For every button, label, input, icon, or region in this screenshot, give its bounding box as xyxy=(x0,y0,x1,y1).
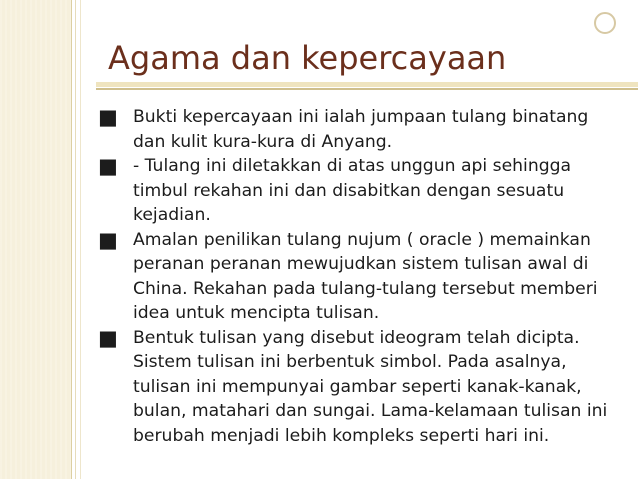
decorative-divider xyxy=(75,0,76,479)
bullet-text: Bukti kepercayaan ini ialah jumpaan tulang binatang dan kulit kura-kura di Anyang. xyxy=(133,107,589,152)
square-bullet-icon: ■ xyxy=(98,105,118,129)
bullet-list xyxy=(98,105,624,448)
decorative-circle-icon xyxy=(594,12,616,34)
square-bullet-icon: ■ xyxy=(98,325,118,350)
bullet-item xyxy=(98,154,624,228)
square-bullet-icon: ■ xyxy=(98,154,118,178)
decorative-divider xyxy=(80,0,81,479)
bullet-text: Amalan penilikan tulang nujum ( oracle ) memainkan peranan peranan mewujudkan sistem tulisan awal di China. Rekahan pada tulang-tulang tersebut memberi idea untuk mencipta tulisan. xyxy=(133,229,598,323)
bullet-item xyxy=(98,326,624,449)
bullet-item xyxy=(98,105,624,154)
decorative-divider xyxy=(71,0,72,479)
slide-title: Agama dan kepercayaan xyxy=(108,39,507,77)
bullet-text: - Tulang ini diletakkan di atas unggun api sehingga timbul rekahan ini dan disabitkan dengan sesuatu kejadian. xyxy=(133,156,572,225)
square-bullet-icon: ■ xyxy=(98,227,118,252)
title-underline xyxy=(96,82,638,94)
bullet-item xyxy=(98,228,624,326)
decorative-side-panel xyxy=(0,0,71,479)
bullet-text: Bentuk tulisan yang disebut ideogram telah dicipta. Sistem tulisan ini berbentuk simbol. Pada asalnya, tulisan ini mempunyai gambar seperti kanak-kanak, bulan, matahari dan sungai. Lama-kelamaan tulisan ini berubah menjadi lebih kompleks seperti hari ini. xyxy=(133,327,608,446)
